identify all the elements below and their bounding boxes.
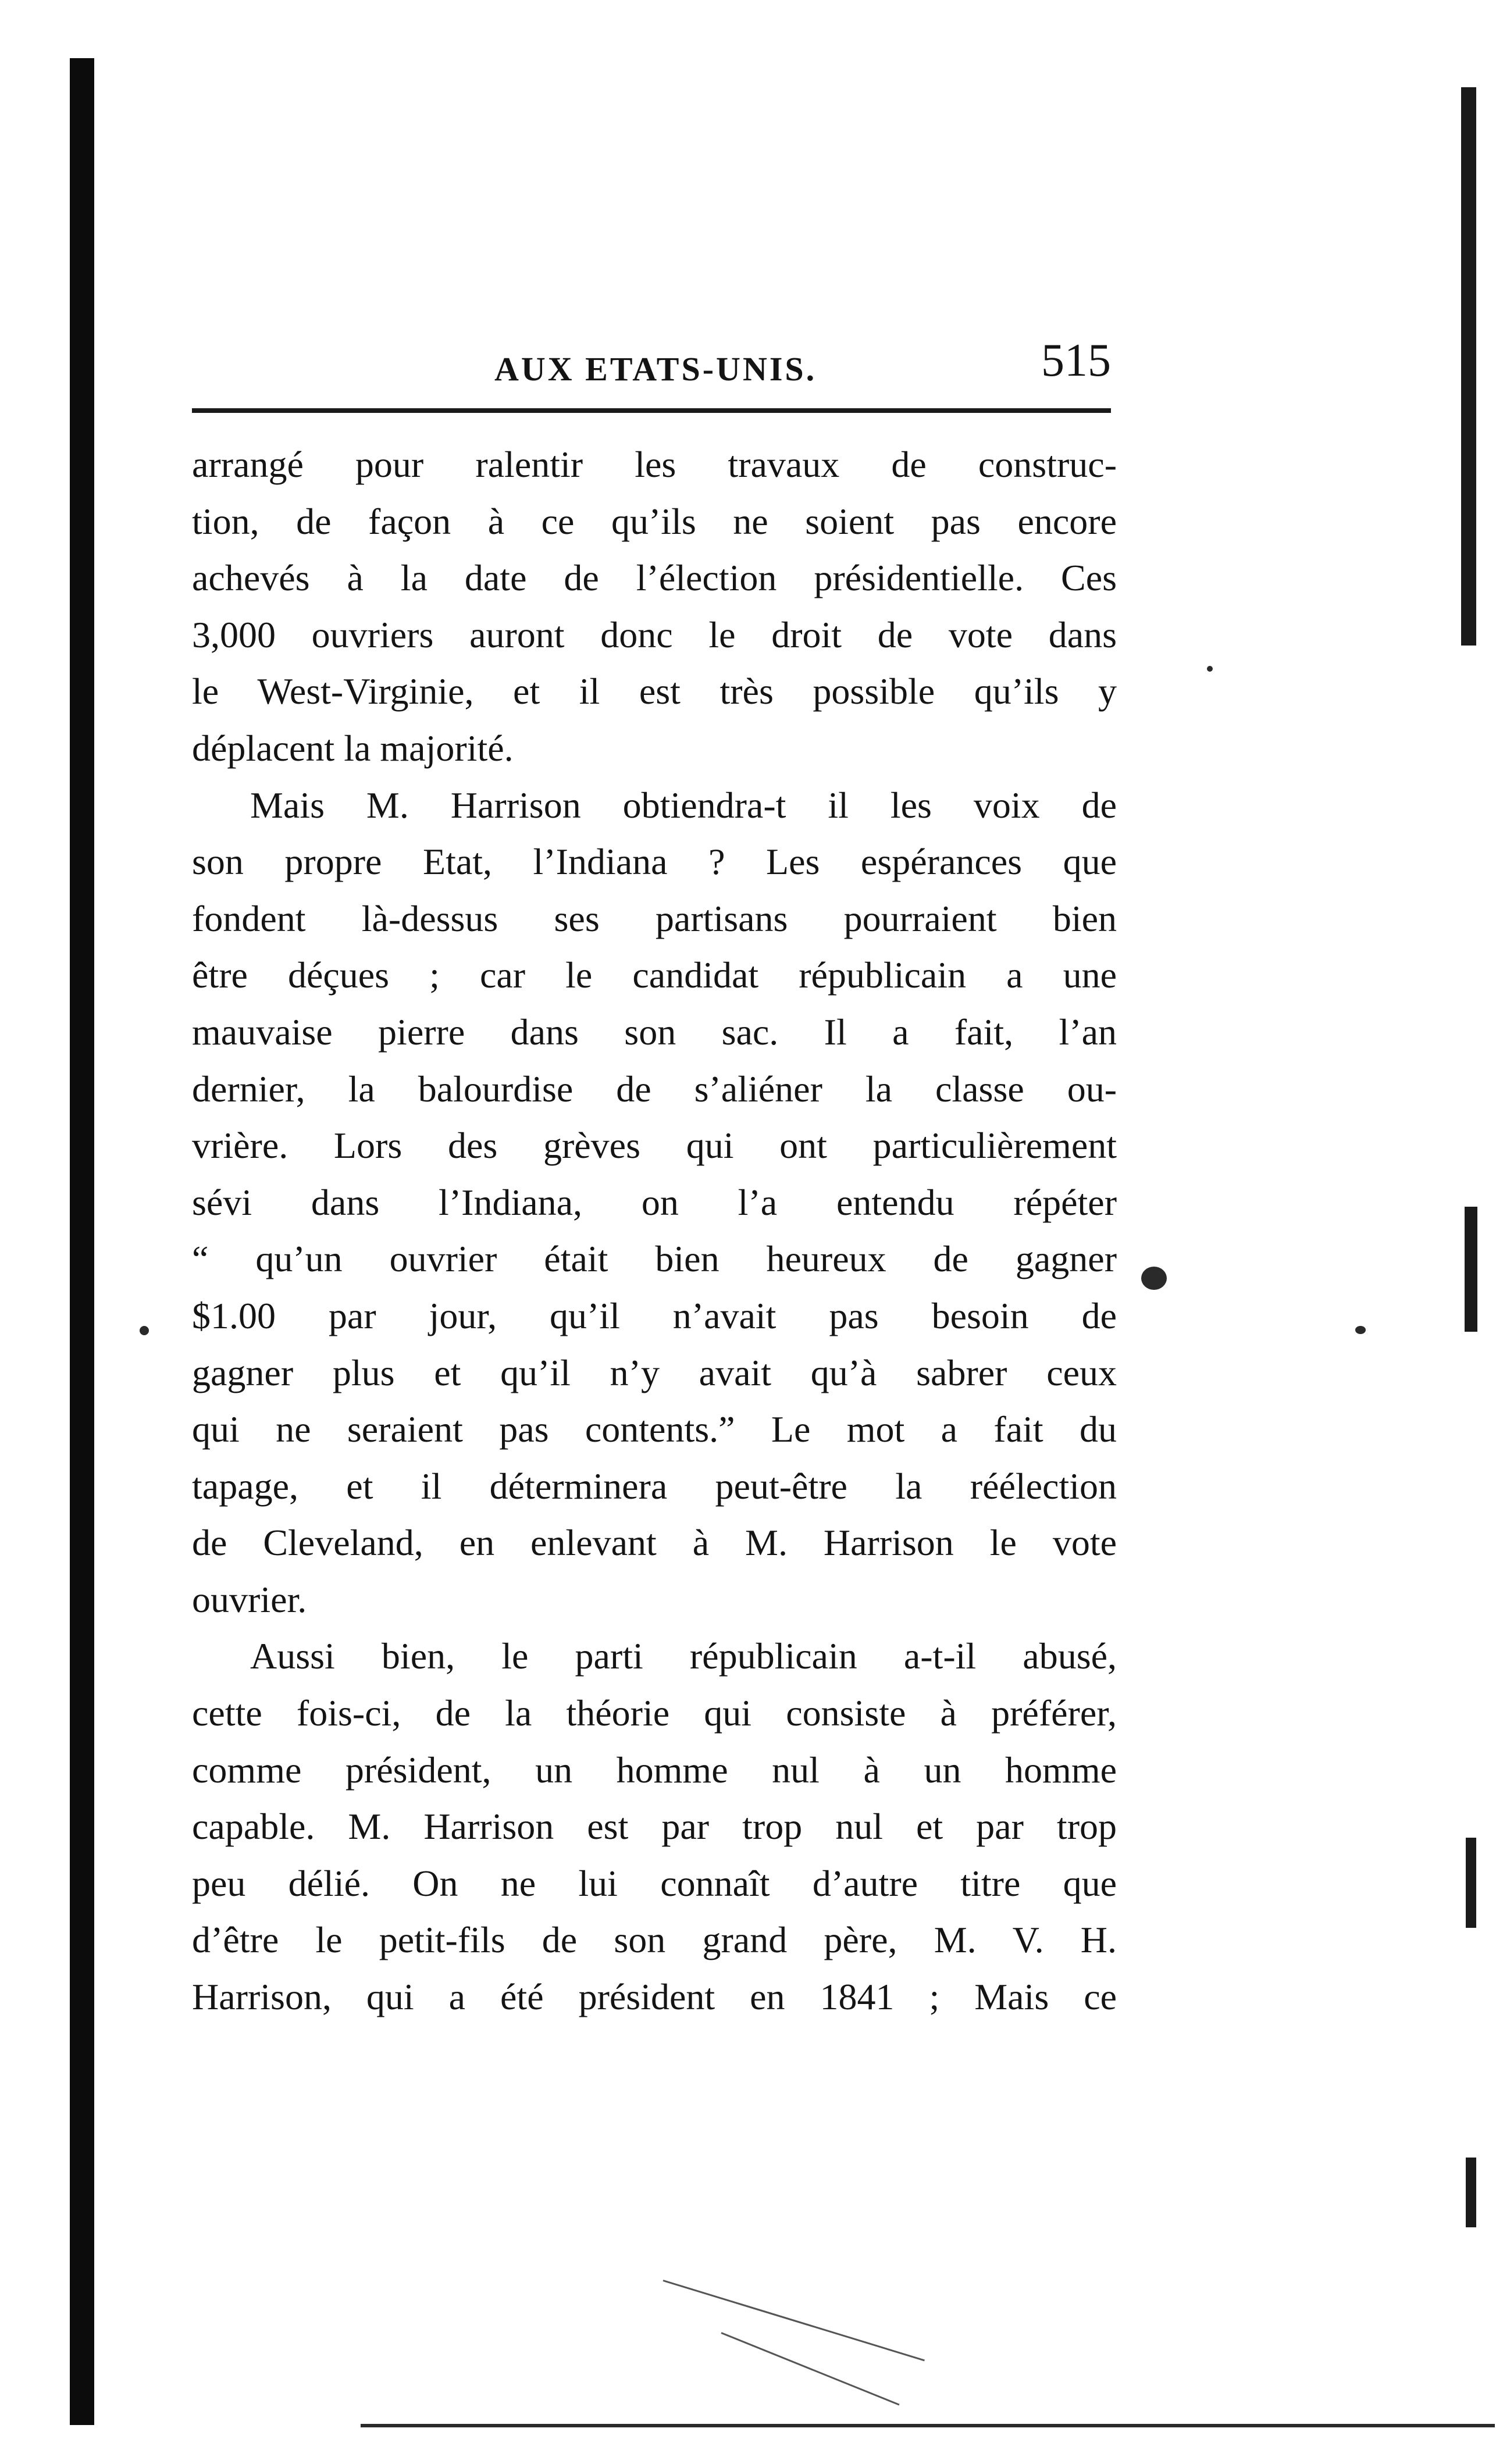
running-title: AUX ETATS-UNIS. — [494, 350, 817, 388]
page-number: 515 — [1041, 335, 1111, 386]
body-text — [192, 436, 1117, 2026]
page-header — [192, 323, 1111, 393]
text-line: 3,000 ouvriers auront donc le droit de vote dans — [192, 614, 1117, 655]
text-line: déplacent la majorité. — [192, 727, 514, 769]
text-line: le West-Virginie, et il est très possible qu’ils y — [192, 671, 1117, 712]
right-edge-mark — [1466, 2158, 1476, 2227]
text-line: capable. M. Harrison est par trop nul et par trop — [192, 1806, 1117, 1848]
text-line: dernier, la balourdise de s’aliéner la classe ou- — [192, 1068, 1117, 1110]
text-line: comme président, un homme nul à un homme — [192, 1749, 1117, 1791]
right-edge-mark — [1466, 1838, 1476, 1928]
stray-pencil-stroke — [663, 2280, 925, 2361]
stray-pencil-stroke — [721, 2332, 899, 2405]
text-line: arrangé pour ralentir les travaux de construc- — [192, 444, 1117, 485]
ink-speck — [1207, 666, 1213, 672]
text-line: ouvrier. — [192, 1578, 307, 1620]
text-line: vrière. Lors des grèves qui ont particulièrement — [192, 1125, 1117, 1167]
text-line: sévi dans l’Indiana, on l’a entendu répéter — [192, 1181, 1117, 1223]
text-line: qui ne seraient pas contents.” Le mot a fait du — [192, 1408, 1117, 1450]
text-line: tapage, et il déterminera peut-être la réélection — [192, 1465, 1117, 1507]
text-line: Aussi bien, le parti républicain a-t-il abusé, — [250, 1635, 1117, 1677]
text-line: tion, de façon à ce qu’ils ne soient pas encore — [192, 500, 1117, 542]
text-line: être déçues ; car le candidat républicain a une — [192, 954, 1117, 996]
bottom-edge-line — [361, 2424, 1495, 2427]
text-line: “ qu’un ouvrier était bien heureux de gagner — [192, 1238, 1117, 1280]
text-line: peu délié. On ne lui connaît d’autre titre que — [192, 1862, 1117, 1904]
left-binding-edge — [70, 58, 94, 2425]
ink-speck — [140, 1326, 149, 1335]
right-edge-mark — [1461, 87, 1476, 646]
ink-blot — [1141, 1267, 1167, 1290]
text-line: Harrison, qui a été président en 1841 ; Mais ce — [192, 1976, 1117, 2018]
text-line: fondent là-dessus ses partisans pourraient bien — [192, 897, 1117, 939]
text-line: $1.00 par jour, qu’il n’avait pas besoin de — [192, 1295, 1117, 1336]
ink-speck — [1355, 1326, 1366, 1334]
text-line: gagner plus et qu’il n’y avait qu’à sabrer ceux — [192, 1352, 1117, 1393]
text-line: achevés à la date de l’élection présidentielle. Ces — [192, 557, 1117, 599]
text-line: cette fois-ci, de la théorie qui consiste à préférer, — [192, 1692, 1117, 1734]
right-edge-mark — [1465, 1207, 1477, 1332]
text-line: Mais M. Harrison obtiendra-t il les voix de — [250, 784, 1117, 826]
header-rule — [192, 408, 1111, 413]
text-line: d’être le petit-fils de son grand père, M. V. H. — [192, 1919, 1117, 1961]
text-line: son propre Etat, l’Indiana ? Les espérances que — [192, 841, 1117, 883]
text-line: mauvaise pierre dans son sac. Il a fait, l’an — [192, 1011, 1117, 1053]
text-line: de Cleveland, en enlevant à M. Harrison le vote — [192, 1522, 1117, 1564]
